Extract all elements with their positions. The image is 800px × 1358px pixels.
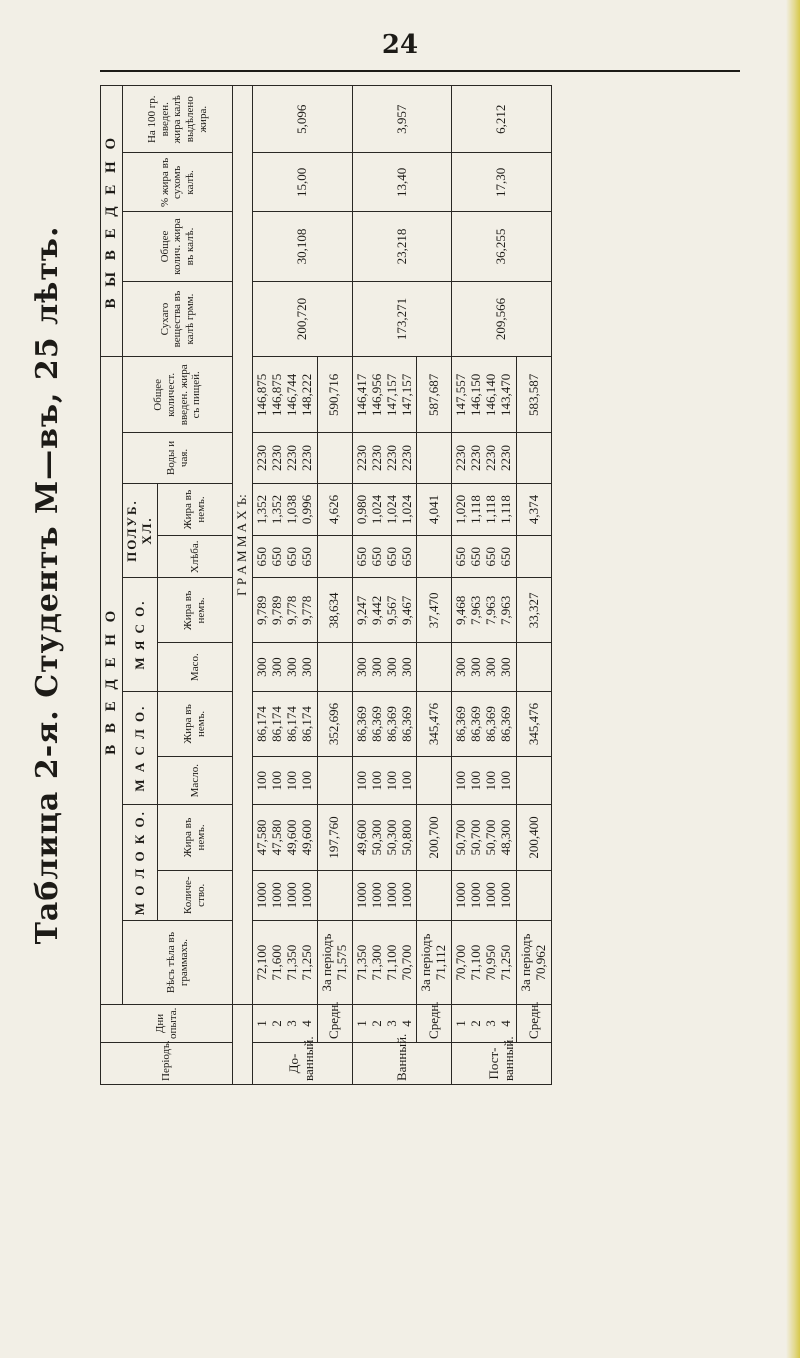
- cell-mq-value: 1000: [498, 882, 514, 909]
- cell-tot-value: 146,417: [353, 373, 369, 416]
- weight-cell-value: 71,100: [468, 944, 484, 981]
- col-moloko-qty: Количе-ство.: [158, 870, 233, 920]
- cell-mf-value: 49,600: [353, 819, 369, 856]
- cell-bq-value: 100: [498, 770, 514, 791]
- col-period: Періодъ.: [101, 1042, 233, 1084]
- weight-cell-value: 71,250: [498, 944, 514, 981]
- sum-mf: 200,400: [517, 805, 552, 870]
- cell-sf-value: 9,778: [283, 595, 299, 626]
- avg-label: Средн.: [517, 1005, 552, 1043]
- cell-sq-value: 300: [483, 657, 499, 677]
- cell-sf-value: 9,567: [383, 595, 399, 626]
- cell-w-value: 2230: [368, 444, 384, 471]
- cell-tot-value: 146,875: [254, 373, 270, 416]
- cell-hq-value: 650: [269, 547, 284, 567]
- cell-mq-value: 1000: [254, 882, 270, 909]
- cell-bq-value: 100: [283, 770, 299, 791]
- gramm-spacer: [233, 1005, 253, 1085]
- cell-bf-value: 86,369: [483, 706, 499, 742]
- cell-hq-value: 650: [283, 547, 299, 567]
- cell-w: [253, 433, 318, 483]
- cell-sf: [352, 578, 417, 643]
- cell-hf-value: 1,024: [398, 494, 414, 525]
- cell-bq-value: 100: [254, 770, 270, 791]
- sum-mf: 197,760: [317, 805, 352, 870]
- days-cell-value: 1: [254, 1020, 270, 1027]
- cell-bq-value: 100: [398, 770, 414, 791]
- cell-sq: [253, 643, 318, 691]
- avg-label: Средн.: [417, 1005, 452, 1043]
- cell-hq-value: 650: [353, 547, 369, 567]
- cell-tot-value: 146,140: [483, 373, 499, 416]
- cell-sq-value: 300: [298, 657, 314, 677]
- weight-cell-value: 70,700: [398, 944, 414, 981]
- days-cell-value: 4: [498, 1020, 514, 1027]
- cell-tot-value: 147,157: [383, 373, 399, 416]
- cell-w-value: 2230: [269, 444, 284, 471]
- cell-hf-value: 1,024: [368, 494, 384, 525]
- sum-sq: [517, 643, 552, 691]
- sum-mf: 200,700: [417, 805, 452, 870]
- period-row: [452, 86, 517, 1085]
- cell-hq-value: 650: [483, 547, 499, 567]
- cell-mq-value: 1000: [269, 882, 284, 909]
- weight-cell-value: 71,250: [298, 944, 314, 981]
- cell-sq-value: 300: [453, 657, 469, 677]
- cell-bf: [352, 691, 417, 756]
- group-vvedeno: В В Е Д Е Н О: [101, 357, 123, 1005]
- page-edge-strip: [786, 0, 800, 1358]
- cell-hf-value: 1,020: [453, 494, 469, 525]
- sum-sq: [317, 643, 352, 691]
- col-per100: На 100 гр. введен. жира калѣ выдѣлено жира.: [123, 86, 233, 153]
- cell-mf: [352, 805, 417, 870]
- cell-mf: [253, 805, 318, 870]
- cell-bq: [452, 757, 517, 805]
- weight-cell-value: 70,700: [453, 944, 469, 981]
- out-dry: 209,566: [452, 281, 552, 357]
- cell-sf: [253, 578, 318, 643]
- group-moloko: М О Л О К О.: [123, 805, 158, 921]
- sum-bf: 345,476: [417, 691, 452, 756]
- rotated-table-block: [30, 85, 740, 1085]
- weight-cell-value: 70,950: [483, 944, 499, 981]
- cell-hq-value: 650: [398, 547, 414, 567]
- sum-mq: [517, 870, 552, 920]
- cell-sq-value: 300: [383, 657, 399, 677]
- cell-hf: [253, 483, 318, 536]
- cell-sq-value: 300: [468, 657, 484, 677]
- days-cell-value: 2: [468, 1020, 484, 1027]
- col-maslo-qty: Масло.: [158, 757, 233, 805]
- cell-hq-value: 650: [383, 547, 399, 567]
- cell-hq-value: 650: [468, 547, 484, 567]
- cell-hf-value: 1,352: [254, 494, 270, 525]
- days-cell-value: 4: [398, 1020, 414, 1027]
- table-caption: Таблица 2-я. Студентъ М—въ, 25 лѣтъ.: [30, 225, 65, 945]
- cell-hf-value: 1,118: [483, 495, 499, 524]
- out-per100: 3,957: [352, 86, 452, 153]
- cell-mf-value: 50,300: [368, 819, 384, 856]
- group-vyvedeno: В Ы В Е Д Е Н О: [101, 86, 123, 357]
- cell-bf-value: 86,369: [498, 706, 514, 742]
- weight-cell-value: 71,600: [269, 944, 284, 981]
- page-rule: [100, 70, 740, 72]
- col-days: Дни опыта.: [101, 1005, 233, 1043]
- cell-mf-value: 50,700: [453, 819, 469, 856]
- weight-cell-value: 71,100: [383, 944, 399, 981]
- weight-cell-value: 71,350: [353, 944, 369, 981]
- sum-tot: 587,687: [417, 357, 452, 433]
- out-pct: 13,40: [352, 153, 452, 212]
- sum-hf: 4,626: [317, 483, 352, 536]
- cell-hf-value: 1,118: [498, 495, 514, 524]
- sum-hq: [417, 536, 452, 578]
- period-weight: За періодъ 71,112: [417, 921, 452, 1005]
- cell-tot: [452, 357, 517, 433]
- days-cell-value: 1: [453, 1020, 469, 1027]
- sum-bf: 345,476: [517, 691, 552, 756]
- cell-tot: [253, 357, 318, 433]
- cell-mq: [253, 870, 318, 920]
- col-hl-fat: Жира въ немъ.: [158, 483, 233, 536]
- cell-bq-value: 100: [353, 770, 369, 791]
- cell-bf-value: 86,369: [398, 706, 414, 742]
- cell-sq: [452, 643, 517, 691]
- out-fat: 30,108: [253, 212, 353, 281]
- cell-bq-value: 100: [383, 770, 399, 791]
- cell-w-value: 2230: [298, 444, 314, 471]
- cell-bq-value: 100: [453, 770, 469, 791]
- col-maslo-fat: Жира въ немъ.: [158, 691, 233, 756]
- col-water: Воды и чая.: [123, 433, 233, 483]
- cell-sq-value: 300: [269, 657, 284, 677]
- cell-mq: [452, 870, 517, 920]
- days-cell-value: 4: [298, 1020, 314, 1027]
- weight-cell-value: 71,300: [368, 944, 384, 981]
- cell-w-value: 2230: [398, 444, 414, 471]
- cell-sf-value: 9,442: [368, 595, 384, 626]
- cell-mf: [452, 805, 517, 870]
- data-table: [100, 85, 552, 1085]
- cell-mq-value: 1000: [398, 882, 414, 909]
- sum-bf: 352,696: [317, 691, 352, 756]
- cell-bf: [253, 691, 318, 756]
- sum-bq: [317, 757, 352, 805]
- cell-mq-value: 1000: [383, 882, 399, 909]
- col-weight: Вѣсъ тѣла въ граммахъ.: [123, 921, 233, 1005]
- period-name: До-ванный.: [253, 1042, 353, 1084]
- cell-w-value: 2230: [468, 444, 484, 471]
- period-row: [253, 86, 318, 1085]
- sum-mq: [317, 870, 352, 920]
- cell-mf-value: 48,300: [498, 819, 514, 856]
- sum-hq: [317, 536, 352, 578]
- cell-mf-value: 49,600: [298, 819, 314, 856]
- cell-sq-value: 300: [283, 657, 299, 677]
- col-hl-qty: Хлѣба.: [158, 536, 233, 578]
- cell-mq-value: 1000: [353, 882, 369, 909]
- cell-tot-value: 146,875: [269, 373, 284, 416]
- cell-hq-value: 650: [298, 547, 314, 567]
- cell-hf: [352, 483, 417, 536]
- cell-w-value: 2230: [383, 444, 399, 471]
- days-cell-value: 3: [283, 1020, 299, 1027]
- sum-w: [417, 433, 452, 483]
- cell-mf-value: 47,580: [254, 819, 270, 856]
- cell-bf: [452, 691, 517, 756]
- out-per100: 6,212: [452, 86, 552, 153]
- table-body: [253, 86, 552, 1085]
- cell-mf-value: 50,700: [468, 819, 484, 856]
- out-fat: 23,218: [352, 212, 452, 281]
- cell-mq-value: 1000: [368, 882, 384, 909]
- gramm-label: Г Р А М М А Х Ъ:: [233, 86, 253, 1005]
- weight-cell: [352, 921, 417, 1005]
- cell-bq: [253, 757, 318, 805]
- col-pct: % жира въ сухомъ калѣ.: [123, 153, 233, 212]
- cell-hq: [452, 536, 517, 578]
- cell-sf-value: 9,468: [453, 595, 469, 626]
- cell-mf-value: 47,580: [269, 819, 284, 856]
- cell-mq-value: 1000: [468, 882, 484, 909]
- period-weight: За періодъ 70,962: [517, 921, 552, 1005]
- cell-sf: [452, 578, 517, 643]
- period-row: [352, 86, 417, 1085]
- cell-tot-value: 146,150: [468, 373, 484, 416]
- cell-tot-value: 143,470: [498, 373, 514, 416]
- cell-hq: [253, 536, 318, 578]
- cell-bq-value: 100: [368, 770, 384, 791]
- cell-sq-value: 300: [254, 657, 270, 677]
- sum-hf: 4,041: [417, 483, 452, 536]
- sum-hq: [517, 536, 552, 578]
- weight-cell: [253, 921, 318, 1005]
- sum-sf: 38,634: [317, 578, 352, 643]
- cell-hf-value: 1,038: [283, 494, 299, 525]
- sum-tot: 583,587: [517, 357, 552, 433]
- group-maslo: М А С Л О.: [123, 691, 158, 805]
- sum-sq: [417, 643, 452, 691]
- col-dry: Сухаго вещества въ калѣ грмм.: [123, 281, 233, 357]
- cell-tot-value: 147,557: [453, 373, 469, 416]
- cell-mf-value: 50,700: [483, 819, 499, 856]
- cell-w: [452, 433, 517, 483]
- weight-cell-value: 71,350: [283, 944, 299, 981]
- cell-hq-value: 650: [368, 547, 384, 567]
- cell-tot-value: 146,744: [283, 373, 299, 416]
- cell-bq-value: 100: [468, 770, 484, 791]
- cell-bf-value: 86,369: [453, 706, 469, 742]
- cell-sq-value: 300: [498, 657, 514, 677]
- cell-hf-value: 1,024: [383, 494, 399, 525]
- cell-sf-value: 9,789: [254, 595, 270, 626]
- sum-w: [317, 433, 352, 483]
- sum-tot: 590,716: [317, 357, 352, 433]
- group-myaso: М Я С О.: [123, 578, 158, 692]
- cell-hf-value: 0,996: [298, 494, 314, 525]
- cell-bq-value: 100: [298, 770, 314, 791]
- cell-mq-value: 1000: [283, 882, 299, 909]
- cell-hf-value: 1,352: [269, 494, 284, 525]
- cell-hf: [452, 483, 517, 536]
- cell-sf-value: 9,467: [398, 595, 414, 626]
- cell-hq-value: 650: [254, 547, 270, 567]
- cell-mq-value: 1000: [483, 882, 499, 909]
- cell-w: [352, 433, 417, 483]
- cell-mf-value: 50,800: [398, 819, 414, 856]
- cell-bf-value: 86,369: [368, 706, 384, 742]
- out-per100: 5,096: [253, 86, 353, 153]
- cell-sf-value: 7,963: [483, 595, 499, 626]
- cell-mq: [352, 870, 417, 920]
- cell-sq: [352, 643, 417, 691]
- cell-bq: [352, 757, 417, 805]
- col-moloko-fat: Жира въ немъ.: [158, 805, 233, 870]
- out-pct: 15,00: [253, 153, 353, 212]
- cell-mf-value: 50,300: [383, 819, 399, 856]
- page-number: 24: [381, 30, 419, 60]
- cell-w-value: 2230: [483, 444, 499, 471]
- cell-mf-value: 49,600: [283, 819, 299, 856]
- sum-bq: [517, 757, 552, 805]
- days-cell-value: 2: [368, 1020, 384, 1027]
- cell-sq-value: 300: [368, 657, 384, 677]
- cell-w-value: 2230: [353, 444, 369, 471]
- days-cell-value: 3: [383, 1020, 399, 1027]
- days-cell-value: 1: [353, 1020, 369, 1027]
- sum-sf: 37,470: [417, 578, 452, 643]
- cell-bf-value: 86,174: [254, 706, 270, 742]
- weight-cell: [452, 921, 517, 1005]
- period-weight: За періодъ 71,575: [317, 921, 352, 1005]
- cell-bf-value: 86,369: [353, 706, 369, 742]
- cell-tot: [352, 357, 417, 433]
- cell-sq-value: 300: [398, 657, 414, 677]
- cell-hf-value: 0,980: [353, 494, 369, 525]
- cell-w-value: 2230: [254, 444, 270, 471]
- days-cell-value: 3: [483, 1020, 499, 1027]
- cell-bf-value: 86,174: [298, 706, 314, 742]
- cell-bq-value: 100: [483, 770, 499, 791]
- cell-sf-value: 9,778: [298, 595, 314, 626]
- out-pct: 17,30: [452, 153, 552, 212]
- out-dry: 173,271: [352, 281, 452, 357]
- cell-tot-value: 148,222: [298, 373, 314, 416]
- cell-tot-value: 146,956: [368, 373, 384, 416]
- cell-sf-value: 9,789: [269, 595, 284, 626]
- out-dry: 200,720: [253, 281, 353, 357]
- cell-sf-value: 9,247: [353, 595, 369, 626]
- col-myaso-qty: Масо.: [158, 643, 233, 691]
- out-fat: 36,255: [452, 212, 552, 281]
- cell-tot-value: 147,157: [398, 373, 414, 416]
- cell-sf-value: 7,963: [498, 595, 514, 626]
- cell-sq-value: 300: [353, 657, 369, 677]
- cell-bf-value: 86,174: [269, 706, 284, 742]
- cell-hq-value: 650: [498, 547, 514, 567]
- cell-mq-value: 1000: [453, 882, 469, 909]
- cell-hf-value: 1,118: [468, 495, 484, 524]
- sum-hf: 4,374: [517, 483, 552, 536]
- period-name: Пост-ванный.: [452, 1042, 552, 1084]
- sum-sf: 33,327: [517, 578, 552, 643]
- cell-bf-value: 86,369: [468, 706, 484, 742]
- col-myaso-fat: Жира въ немъ.: [158, 578, 233, 643]
- cell-w-value: 2230: [453, 444, 469, 471]
- sum-bq: [417, 757, 452, 805]
- cell-w-value: 2230: [498, 444, 514, 471]
- cell-hq: [352, 536, 417, 578]
- cell-bf-value: 86,369: [383, 706, 399, 742]
- cell-w-value: 2230: [283, 444, 299, 471]
- col-fat-kal: Общее колич. жира въ калѣ.: [123, 212, 233, 281]
- sum-mq: [417, 870, 452, 920]
- period-name: Ванный.: [352, 1042, 452, 1084]
- cell-bq-value: 100: [269, 770, 284, 791]
- col-total-vved: Общее количест. введен. жира съ пищей.: [123, 357, 233, 433]
- avg-label: Средн.: [317, 1005, 352, 1043]
- cell-sf-value: 7,963: [468, 595, 484, 626]
- group-poluf-hl: ПОЛУБ. ХЛ.: [123, 483, 158, 578]
- weight-cell-value: 72,100: [254, 944, 270, 981]
- cell-hq-value: 650: [453, 547, 469, 567]
- days-cell-value: 2: [269, 1020, 284, 1027]
- cell-mq-value: 1000: [298, 882, 314, 909]
- cell-bf-value: 86,174: [283, 706, 299, 742]
- sum-w: [517, 433, 552, 483]
